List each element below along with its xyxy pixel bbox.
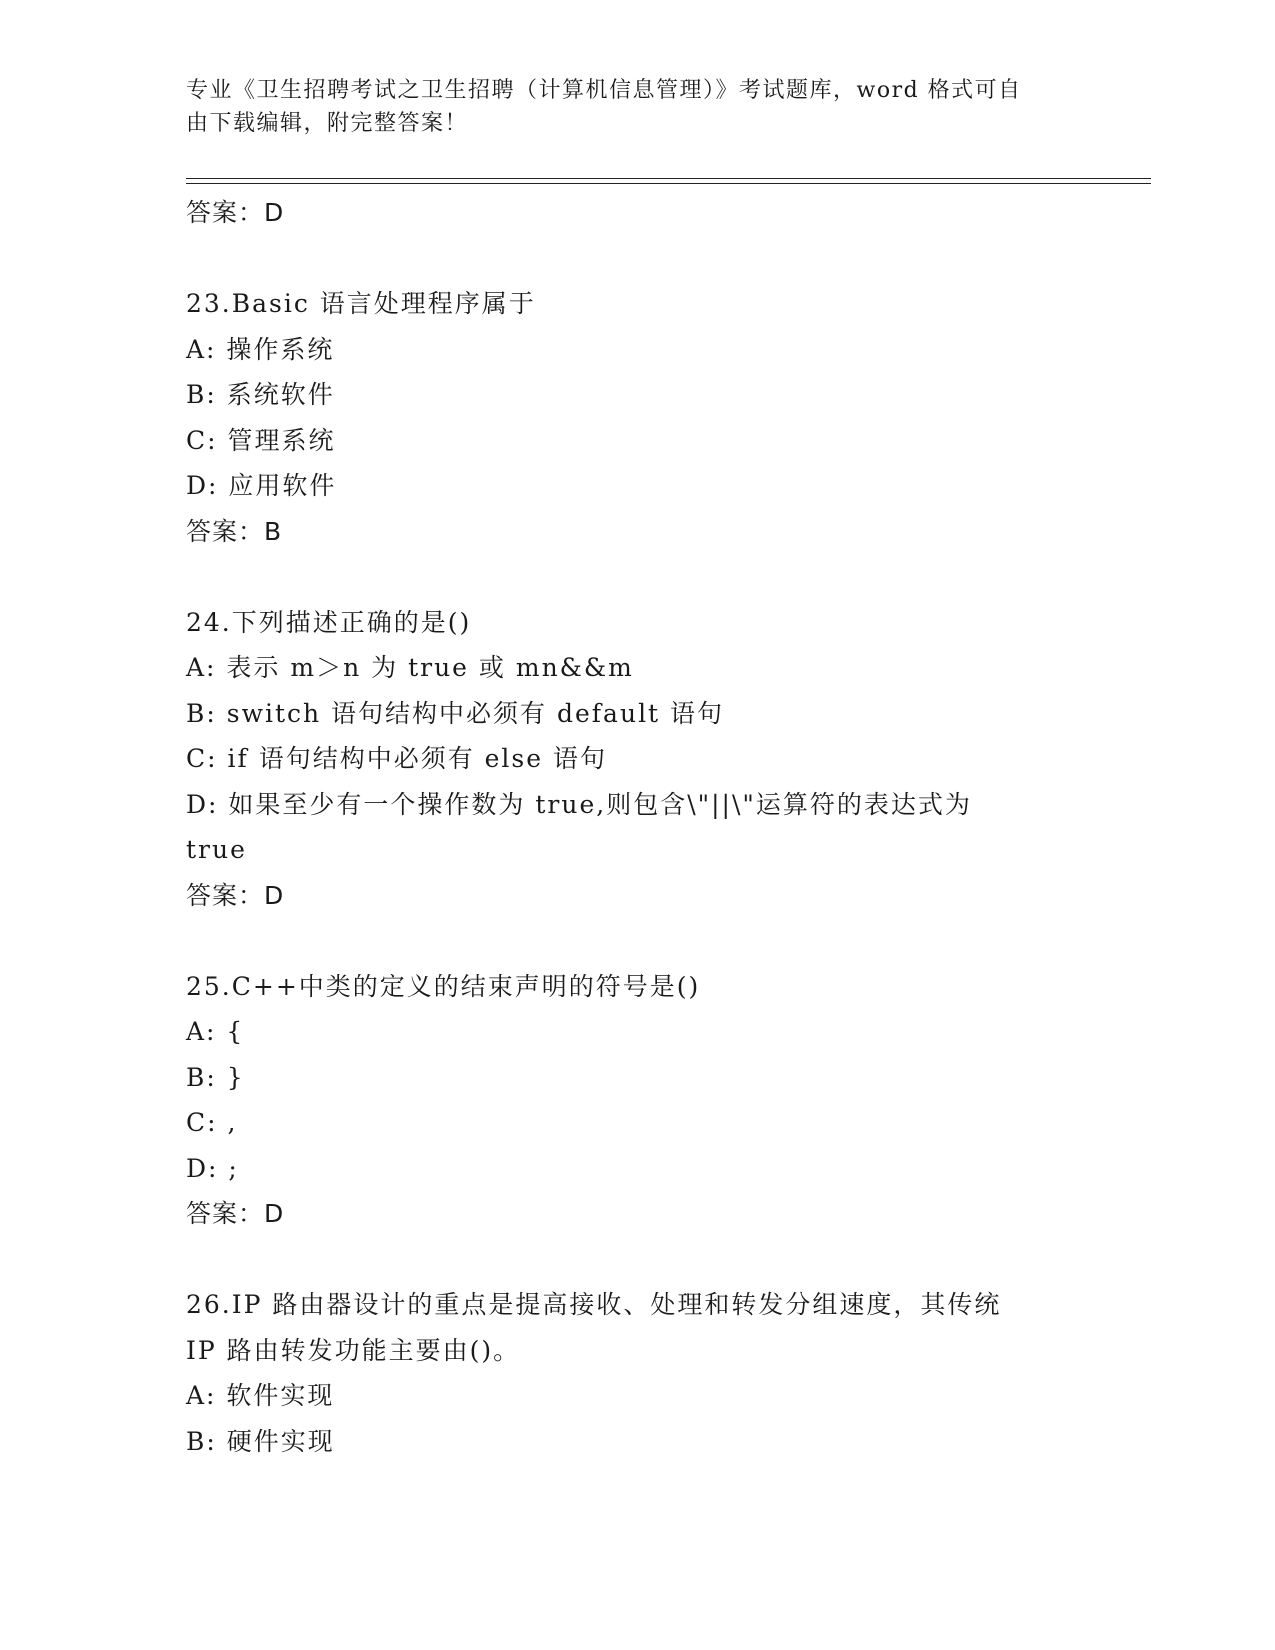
option-b: B: 系统软件: [186, 380, 335, 409]
answer: 答案：D: [186, 880, 285, 910]
question-stem: 23.Basic 语言处理程序属于: [186, 289, 536, 318]
question-stem-continued: IP 路由转发功能主要由()。: [186, 1335, 521, 1365]
spacer: [186, 554, 1086, 600]
option-b: B: }: [186, 1062, 245, 1092]
option-a: A: 操作系统: [186, 334, 335, 364]
option-c: C: if 语句结构中必须有 else 语句: [186, 744, 608, 773]
question-23: [186, 281, 1086, 554]
option-a: A: 表示 m＞n 为 true 或 mn&&m: [186, 653, 634, 682]
option-b: B: 硬件实现: [186, 1426, 335, 1456]
spacer: [186, 918, 1086, 964]
option-d: D: 如果至少有一个操作数为 true,则包含\"||\"运算符的表达式为: [186, 789, 972, 819]
option-d: D: 应用软件: [186, 471, 337, 500]
spacer: [186, 1237, 1086, 1283]
answer: 答案：D: [186, 1199, 285, 1228]
spacer: [186, 236, 1086, 282]
document-header: [186, 74, 1076, 140]
header-divider-top: [186, 178, 1151, 179]
header-line-1: 专业《卫生招聘考试之卫生招聘（计算机信息管理）》考试题库，word 格式可自: [186, 78, 1022, 103]
question-stem: 26.IP 路由器设计的重点是提高接收、处理和转发分组速度，其传统: [186, 1290, 1002, 1319]
answer-previous: 答案：D: [186, 198, 285, 227]
question-stem: 25.C++中类的定义的结束声明的符号是(): [186, 971, 701, 1001]
option-a: A: {: [186, 1017, 245, 1046]
header-divider-bottom: [186, 183, 1151, 184]
question-24: [186, 600, 1086, 919]
question-list: [186, 190, 1086, 1464]
option-b: B: switch 语句结构中必须有 default 语句: [186, 698, 725, 728]
option-d: D: ;: [186, 1153, 239, 1183]
option-c: C: ,: [186, 1108, 238, 1137]
header-line-2: 由下载编辑，附完整答案！: [186, 111, 469, 136]
answer: 答案：B: [186, 516, 283, 546]
option-d-continued: true: [186, 835, 247, 864]
option-a: A: 软件实现: [186, 1381, 335, 1410]
question-stem: 24.下列描述正确的是(): [186, 607, 472, 637]
question-25: [186, 964, 1086, 1237]
question-26: [186, 1282, 1086, 1464]
option-c: C: 管理系统: [186, 425, 336, 455]
